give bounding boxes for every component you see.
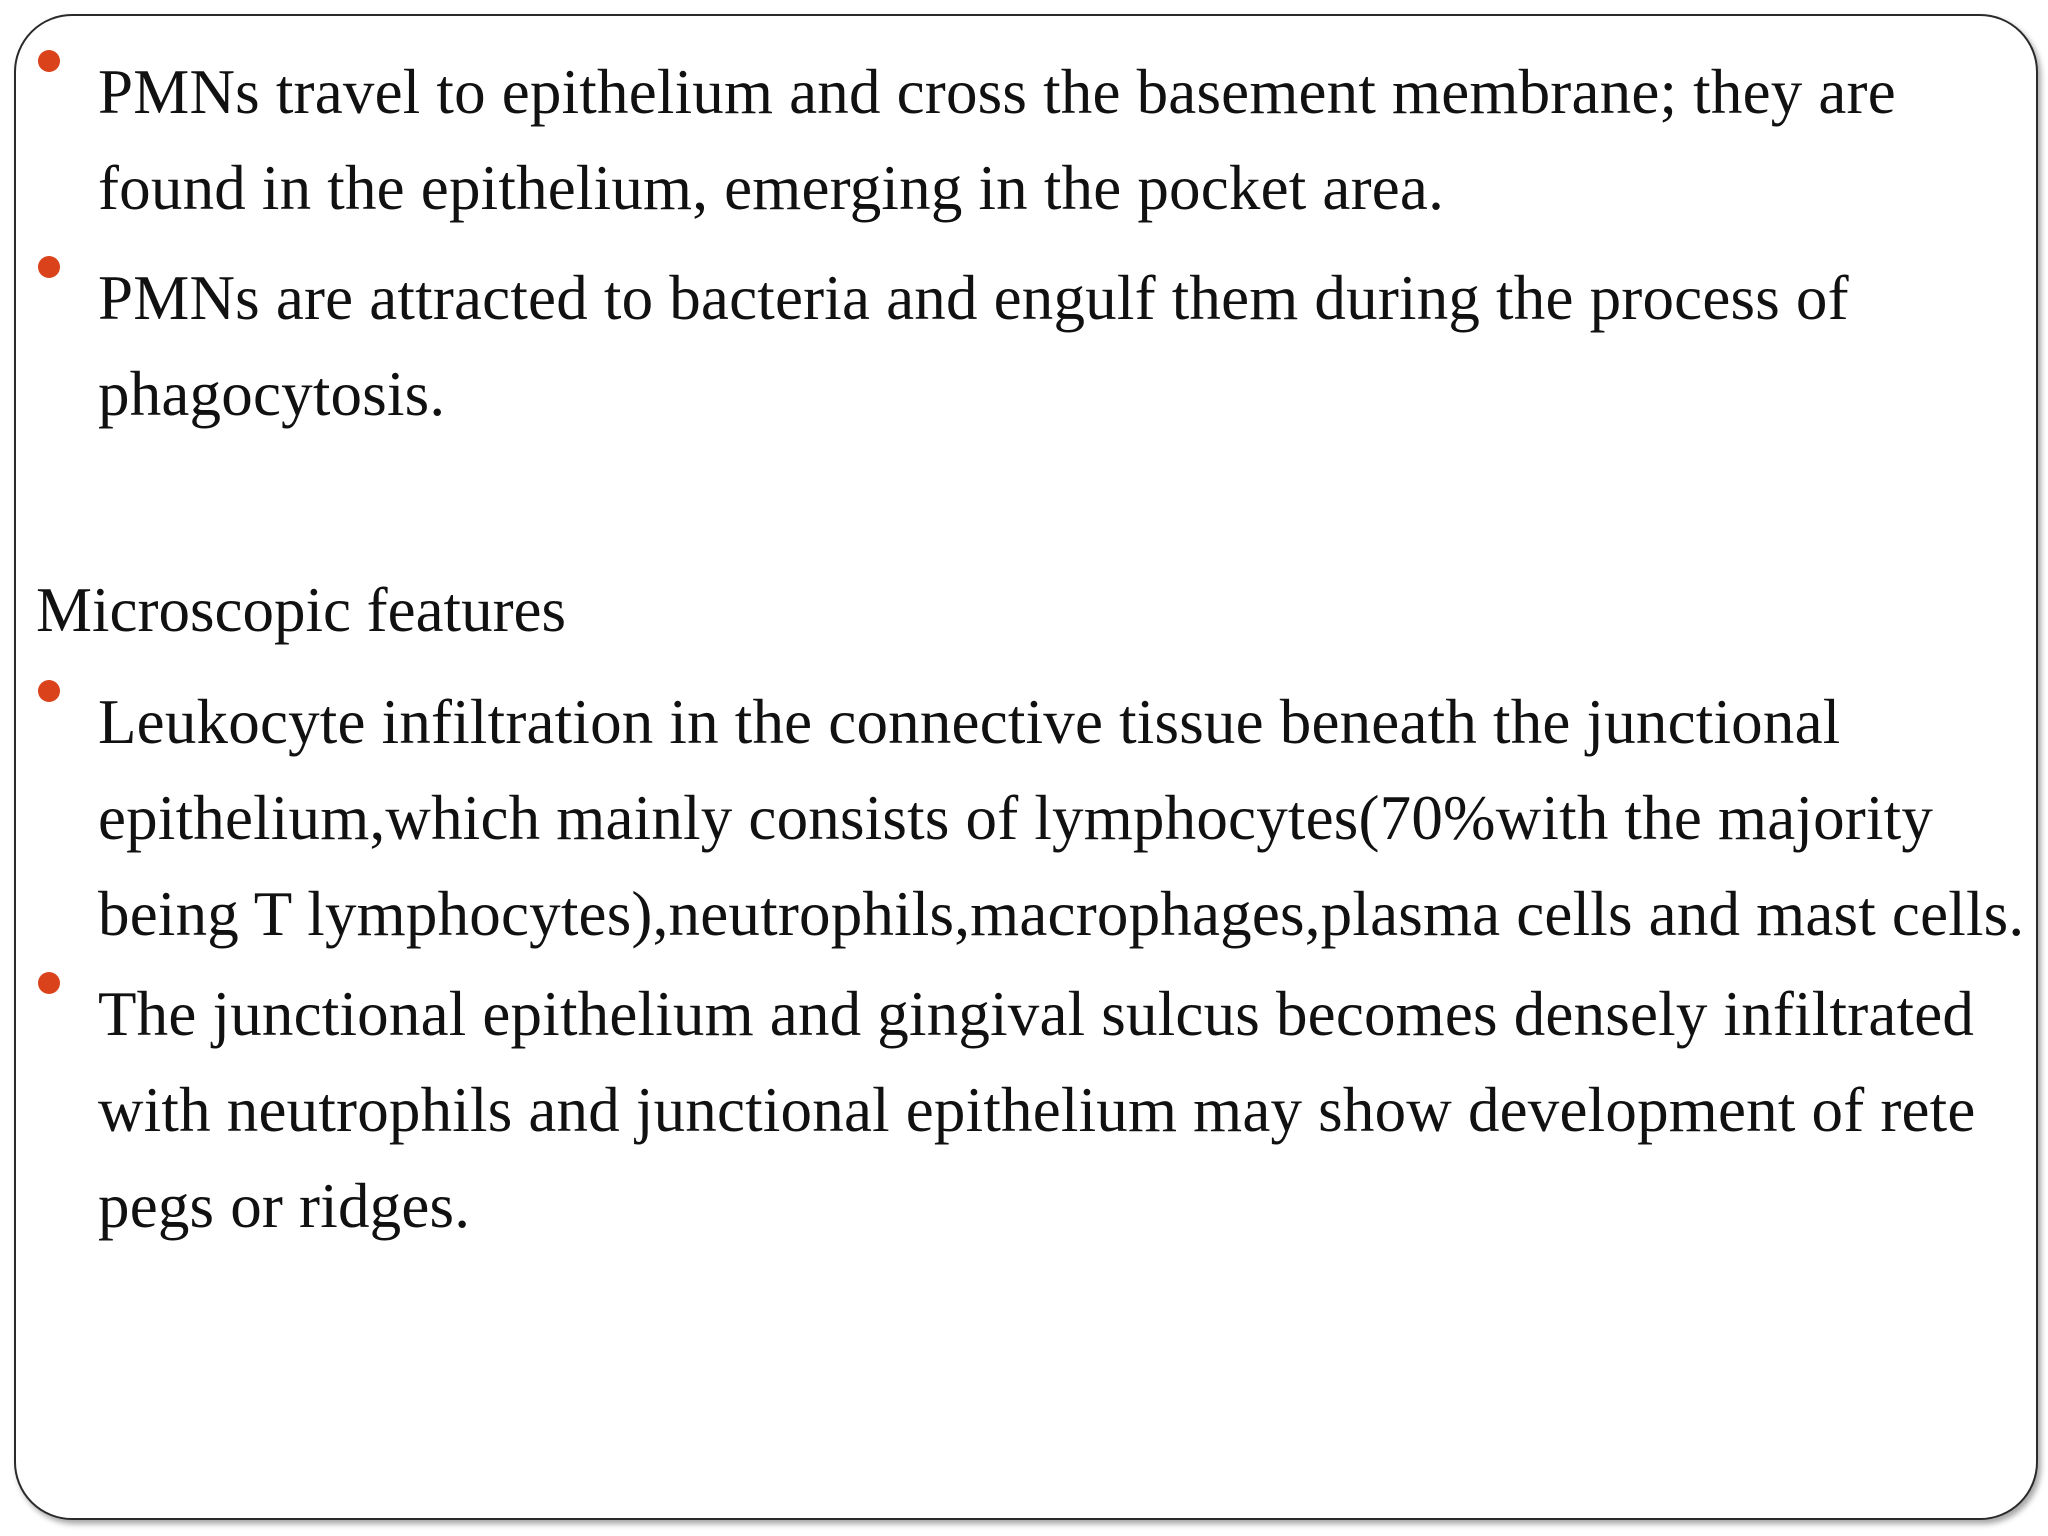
slide-content	[36, 44, 2026, 1254]
bullet-text: PMNs travel to epithelium and cross the basement membrane; they are found in the epithelium, emerging in the pocket area.	[98, 57, 1896, 223]
bullet-item	[36, 250, 2026, 442]
bullet-text: PMNs are attracted to bacteria and engulf them during the process of phagocytosis.	[98, 263, 1849, 429]
bullet-dot-icon	[38, 256, 60, 278]
bullet-item	[36, 674, 2026, 962]
bullet-item	[36, 44, 2026, 236]
bullet-text: Leukocyte infiltration in the connective tissue beneath the junctional epithelium,which mainly consists of lymphocytes(70%with the majority being T lymphocytes),neutrophils,macrophages,plasma cells and mast cells.	[98, 687, 2025, 949]
slide-frame	[14, 14, 2038, 1520]
bullet-dot-icon	[38, 50, 60, 72]
bullet-dot-icon	[38, 972, 60, 994]
section-heading: Microscopic features	[36, 575, 567, 645]
bullet-text: The junctional epithelium and gingival sulcus becomes densely infiltrated with neutrophils and junctional epithelium may show development of rete pegs or ridges.	[98, 979, 1976, 1241]
bullet-dot-icon	[38, 680, 60, 702]
bullet-item	[36, 966, 2026, 1254]
